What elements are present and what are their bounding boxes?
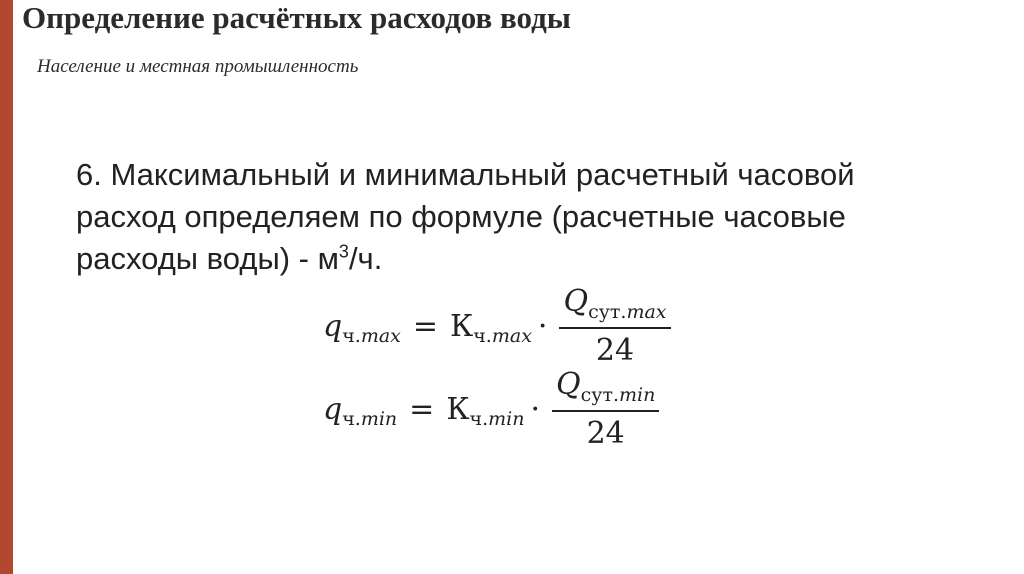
formula-max-coef-sub-italic: max — [491, 324, 532, 347]
formula-min-num-subscript — [581, 384, 656, 406]
body-line-3-unit: /ч. — [348, 241, 383, 276]
formula-min-fraction — [552, 367, 659, 452]
body-line-3 — [76, 238, 976, 280]
body-paragraph — [76, 154, 976, 280]
formula-max-lhs-sub-text: ч. — [342, 324, 361, 347]
page-subtitle: Население и местная промышленность — [37, 56, 359, 77]
formula-min-multiply: · — [530, 392, 541, 427]
formula-min-equals: = — [409, 392, 435, 427]
formula-max-lhs-sub-italic: max — [360, 324, 401, 347]
formula-min-lhs-var: q — [323, 392, 343, 427]
formula-min — [323, 367, 659, 452]
accent-bar — [0, 0, 13, 574]
formula-max — [323, 284, 671, 369]
formula-max-fraction — [559, 284, 670, 369]
unit-exponent: 3 — [338, 241, 349, 262]
formula-max-num-sub-text: сут. — [588, 301, 627, 323]
formula-max-multiply: · — [537, 309, 548, 344]
formula-min-coef-sub-italic: min — [488, 407, 525, 430]
formula-max-num-var: Q — [563, 284, 589, 319]
formula-min-coef-subscript — [470, 408, 525, 430]
formula-min-coef-sub-text: ч. — [469, 407, 489, 430]
formula-min-num-sub-italic: min — [619, 384, 656, 406]
formula-min-denominator: 24 — [586, 416, 625, 451]
formula-max-num-subscript — [588, 301, 666, 323]
formula-max-coef-sub-text: ч. — [473, 324, 492, 347]
formula-max-lhs-var: q — [323, 309, 343, 344]
body-line-3-text: расходы воды) - м — [76, 241, 339, 276]
body-line-1: 6. Максимальный и минимальный расчетный часовой — [76, 157, 855, 192]
formula-min-coef-var: К — [446, 392, 470, 427]
formula-max-denominator: 24 — [595, 333, 635, 368]
formula-max-num-sub-italic: max — [626, 301, 667, 323]
formula-max-coef-subscript — [473, 325, 532, 347]
formula-max-numerator — [559, 284, 670, 327]
page-title: Определение расчётных расходов воды — [22, 0, 571, 35]
formula-max-coef-var: К — [450, 309, 474, 344]
formula-min-num-sub-text: сут. — [580, 384, 620, 406]
formula-min-lhs-subscript — [342, 408, 397, 430]
formula-max-lhs-subscript — [342, 325, 401, 347]
formula-max-equals: = — [412, 309, 439, 344]
formula-min-lhs-sub-text: ч. — [342, 407, 361, 430]
formula-min-lhs-sub-italic: min — [360, 407, 398, 430]
formula-min-numerator — [552, 367, 659, 410]
formula-min-num-var: Q — [556, 367, 581, 402]
body-line-2: расход определяем по формуле (расчетные часовые — [76, 199, 846, 234]
